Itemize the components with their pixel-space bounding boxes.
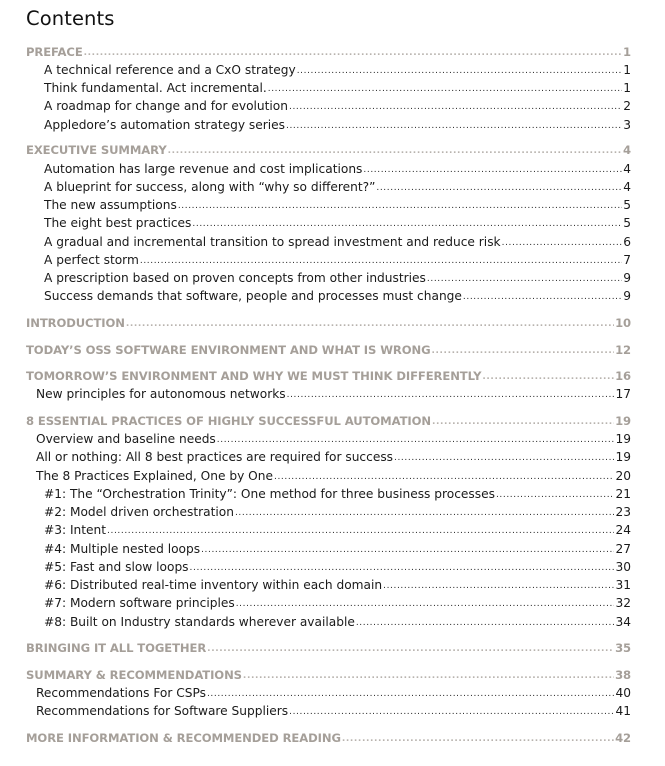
dot-leader: [427, 268, 622, 288]
toc-entry-label: A perfect storm: [44, 253, 139, 267]
toc-page-number: 27: [615, 542, 631, 556]
toc-page-number: 32: [615, 596, 631, 610]
toc-entry[interactable]: [36, 448, 631, 466]
toc-entry[interactable]: [36, 702, 631, 720]
dot-leader: [140, 250, 622, 270]
toc-page-number: 4: [623, 143, 631, 157]
dot-leader: [207, 638, 614, 658]
toc-page-number: 9: [623, 289, 631, 303]
dot-leader: [289, 701, 614, 721]
toc-entry-label: PREFACE: [26, 45, 83, 59]
toc-entry-label: The new assumptions: [44, 198, 177, 212]
toc-page-number: 17: [615, 387, 631, 401]
toc-entry[interactable]: [44, 79, 631, 97]
dot-leader: [394, 447, 614, 467]
toc-page-number: 10: [615, 316, 631, 330]
toc-page-number: 16: [615, 369, 631, 383]
toc-entry[interactable]: [44, 251, 631, 269]
toc-entry-label: #3: Intent: [44, 523, 107, 537]
toc-entry[interactable]: [44, 540, 631, 558]
toc-page-number: 30: [615, 560, 631, 574]
toc-entry[interactable]: [36, 430, 631, 448]
toc-page-number: 6: [623, 235, 631, 249]
toc-page-number: 40: [615, 686, 631, 700]
dot-leader: [201, 539, 614, 559]
toc-entry-label: EXECUTIVE SUMMARY: [26, 143, 167, 157]
toc-entry-label: #7: Modern software principles: [44, 596, 235, 610]
toc-entry-label: A prescription based on proven concepts from other industries: [44, 271, 426, 285]
toc-entry[interactable]: [44, 594, 631, 612]
toc-entry[interactable]: [44, 196, 631, 214]
dot-leader: [502, 232, 623, 252]
toc-entry[interactable]: [44, 160, 631, 178]
toc-entry[interactable]: [36, 385, 631, 403]
toc-section-heading[interactable]: [26, 412, 631, 430]
toc-entry-label: Success demands that software, people and processes must change: [44, 289, 462, 303]
dot-leader: [217, 429, 615, 449]
dot-leader: [356, 612, 615, 632]
toc-entry[interactable]: [44, 116, 631, 134]
toc-entry-label: Think fundamental. Act incremental.: [44, 81, 267, 95]
toc-entry[interactable]: [44, 613, 631, 631]
toc-page-number: 1: [623, 81, 631, 95]
page-title: Contents: [26, 7, 115, 30]
toc-page-number: 9: [623, 271, 631, 285]
dot-leader: [432, 411, 614, 431]
toc-page-number: 19: [615, 450, 631, 464]
toc-entry-label: TODAY’S OSS SOFTWARE ENVIRONMENT AND WHAT IS WRONG: [26, 343, 431, 357]
dot-leader: [274, 466, 614, 486]
toc-page-number: 24: [615, 523, 631, 537]
dot-leader: [286, 115, 622, 135]
toc-entry-label: SUMMARY & RECOMMENDATIONS: [26, 668, 242, 682]
toc-page-number: 23: [615, 505, 631, 519]
toc-entry[interactable]: [44, 178, 631, 196]
toc-page-number: 4: [623, 180, 631, 194]
dot-leader: [107, 520, 614, 540]
dot-leader: [178, 195, 622, 215]
toc-entry-label: Recommendations For CSPs: [36, 686, 206, 700]
toc-page-number: 5: [623, 216, 631, 230]
toc-entry-label: A technical reference and a CxO strategy: [44, 63, 296, 77]
toc-entry[interactable]: [44, 233, 631, 251]
toc-entry[interactable]: [44, 97, 631, 115]
dot-leader: [235, 502, 615, 522]
toc-entry-label: The 8 Practices Explained, One by One: [36, 469, 273, 483]
dot-leader: [268, 78, 622, 98]
toc-entry-label: New principles for autonomous networks: [36, 387, 286, 401]
toc-entry[interactable]: [36, 684, 631, 702]
toc-entry-label: #4: Multiple nested loops: [44, 542, 201, 556]
toc-section-heading[interactable]: [26, 141, 631, 159]
dot-leader: [192, 213, 622, 233]
toc-section-heading[interactable]: [26, 43, 631, 61]
dot-leader: [168, 140, 622, 160]
toc-entry-label: MORE INFORMATION & RECOMMENDED READING: [26, 731, 341, 745]
toc-entry-label: A blueprint for success, along with “why so different?”: [44, 180, 376, 194]
toc-entry-label: Overview and baseline needs: [36, 432, 216, 446]
toc-entry-label: Appledore’s automation strategy series: [44, 118, 286, 132]
toc-section-heading[interactable]: [26, 639, 631, 657]
dot-leader: [383, 575, 614, 595]
toc-page-number: 21: [615, 487, 631, 501]
toc-page-number: 35: [615, 641, 631, 655]
dot-leader: [190, 557, 615, 577]
toc-entry-label: The eight best practices: [44, 216, 192, 230]
toc-entry-label: #6: Distributed real-time inventory within each domain: [44, 578, 383, 592]
toc-entry-label: BRINGING IT ALL TOGETHER: [26, 641, 207, 655]
toc-section-heading[interactable]: [26, 666, 631, 684]
toc-page-number: 4: [623, 162, 631, 176]
toc-entry[interactable]: [44, 558, 631, 576]
toc-page-number: 31: [615, 578, 631, 592]
toc-page-number: 38: [615, 668, 631, 682]
toc-section-heading[interactable]: [26, 314, 631, 332]
toc-entry[interactable]: [44, 61, 631, 79]
toc-entry-label: #2: Model driven orchestration: [44, 505, 234, 519]
toc-page-number: 42: [615, 731, 631, 745]
toc-entry-label: A roadmap for change and for evolution: [44, 99, 288, 113]
toc-entry-label: All or nothing: All 8 best practices are required for success: [36, 450, 394, 464]
toc-entry-label: A gradual and incremental transition to spread investment and reduce risk: [44, 235, 501, 249]
dot-leader: [376, 177, 622, 197]
toc-entry[interactable]: [44, 503, 631, 521]
toc-page-number: 1: [623, 63, 631, 77]
toc-page-number: 19: [615, 432, 631, 446]
toc-page-number: 1: [623, 45, 631, 59]
toc-entry[interactable]: [36, 467, 631, 485]
toc-page-number: 41: [615, 704, 631, 718]
dot-leader: [342, 728, 614, 748]
toc-section-heading[interactable]: [26, 729, 631, 747]
toc-entry-label: TOMORROW’S ENVIRONMENT AND WHY WE MUST THINK DIFFERENTLY: [26, 369, 482, 383]
dot-leader: [207, 683, 615, 703]
dot-leader: [496, 484, 615, 504]
dot-leader: [236, 593, 615, 613]
dot-leader: [287, 384, 615, 404]
toc-entry-label: Automation has large revenue and cost implications: [44, 162, 363, 176]
toc-entry[interactable]: [44, 576, 631, 594]
toc-page-number: 34: [615, 615, 631, 629]
toc-section-heading[interactable]: [26, 341, 631, 359]
dot-leader: [363, 159, 622, 179]
dot-leader: [84, 42, 622, 62]
toc-entry-label: Recommendations for Software Suppliers: [36, 704, 289, 718]
dot-leader: [482, 366, 614, 386]
toc-entry-label: 8 ESSENTIAL PRACTICES OF HIGHLY SUCCESSFUL AUTOMATION: [26, 414, 431, 428]
toc-page-number: 5: [623, 198, 631, 212]
toc-entry[interactable]: [44, 269, 631, 287]
dot-leader: [243, 665, 614, 685]
toc-entry-label: #5: Fast and slow loops: [44, 560, 189, 574]
toc-entry-label: #8: Built on Industry standards wherever available: [44, 615, 355, 629]
toc-entry-label: #1: The “Orchestration Trinity”: One method for three business processes: [44, 487, 495, 501]
toc-entry[interactable]: [44, 287, 631, 305]
dot-leader: [289, 96, 622, 116]
toc-page-number: 2: [623, 99, 631, 113]
toc-page-number: 3: [623, 118, 631, 132]
dot-leader: [463, 286, 622, 306]
toc-page-number: 20: [615, 469, 631, 483]
toc-entry[interactable]: [44, 214, 631, 232]
dot-leader: [432, 340, 615, 360]
dot-leader: [126, 313, 614, 333]
toc-entry[interactable]: [44, 521, 631, 539]
toc-page-number: 7: [623, 253, 631, 267]
toc-entry[interactable]: [44, 485, 631, 503]
toc-page-number: 19: [615, 414, 631, 428]
dot-leader: [297, 60, 623, 80]
toc-page-number: 12: [615, 343, 631, 357]
toc-entry-label: INTRODUCTION: [26, 316, 125, 330]
toc-section-heading[interactable]: [26, 367, 631, 385]
